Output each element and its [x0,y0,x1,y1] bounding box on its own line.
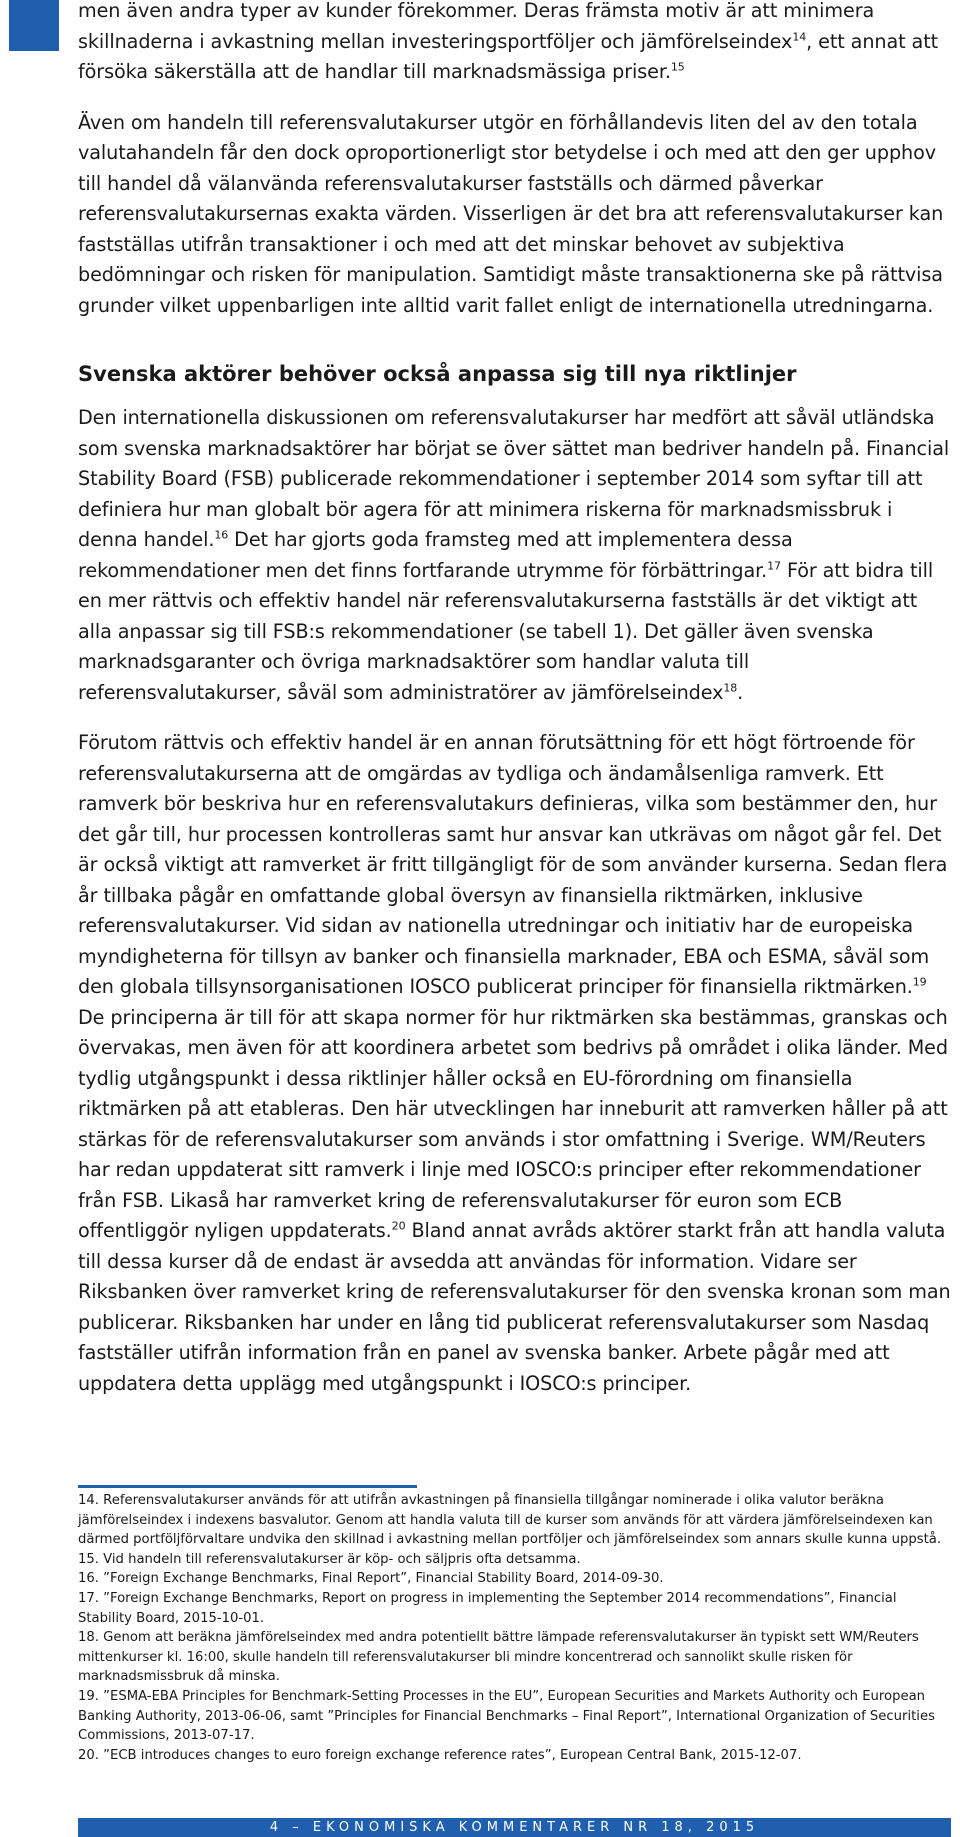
footnote-ref: 15 [670,60,685,74]
paragraph-4 [78,728,951,1399]
paragraph-text: De principerna är till för att skapa normer för hur riktmärken ska bestämmas, granskas och övervakas, men även för att koordinera arbetet som bedrivs på området i olika länder. Med tydlig utgångspunkt i dessa riktlinjer håller också en EU-förordning om finansiella riktmärken på att etableras. Den här utvecklingen har inneburit att ramverken håller på att stärkas för de referensvalutakurser som används i stor omfattning i Sverige. WM/Reuters har redan uppdaterat sitt ramverk i linje med IOSCO:s principer efter rekommendationer från FSB. Likaså har ramverket kring de referensvalutakurser för euron som ECB offentliggör nyligen uppdaterats. [78,1005,948,1242]
footnote-divider [78,1485,417,1488]
corner-tab-marker [9,0,59,51]
paragraph-3 [78,403,951,708]
footer-bar [78,1818,951,1837]
footnote-14: 14. Referensvalutakurser används för att utifrån avkastningen på finansiella tillgångar nominerade i olika valutor beräkna jämförelseindex i indexens basvalutor. Genom att handla valuta till de kurser som används för att värdera jämförelseindexen kan därmed portföljförvaltare undvika den skillnad i avkastning mellan portföljer och jämförelseindex som annars skulle kunna uppstå. [78,1493,942,1548]
paragraph-text: Förutom rättvis och effektiv handel är en annan förutsättning för ett högt förtroende för referensvalutakurserna att de omgärdas av tydliga och ändamålsenliga ramverk. Ett ramverk bör beskriva hur en referensvalutakurs definieras, vilka som bestämmer den, hur det går till, hur processen kontrolleras samt hur ansvar kan utkrävas om något går fel. Det är också viktigt att ramverket är fritt tillgängligt för de som använder kurserna. Sedan flera år tillbaka pågår en omfattande global översyn av finansiella riktmärken, inklusive referensvalutakurser. Vid sidan av nationella utredningar och initiativ har de europeiska myndigheterna för tillsyn av banker och finansiella marknader, EBA och ESMA, såväl som den globala tillsynsorganisationen IOSCO publicerat principer för finansiella riktmärken. [78,731,948,998]
paragraph-1 [78,0,951,88]
paragraph-text: . [737,680,744,704]
footnote-18: 18. Genom att beräkna jämförelseindex med andra potentiellt bättre lämpade referensvalutakurser än typiskt sett WM/Reuters mittenkurser kl. 16:00, skulle handeln till referensvalutakurser bli mindre koncentrerad och sannolikt skulle risken för marknadsmissbruk då minska. [78,1630,919,1685]
footnote-20: 20. ”ECB introduces changes to euro foreign exchange reference rates”, European Central Bank, 2015-12-07. [78,1747,802,1763]
paragraph-text: För att bidra till en mer rättvis och effektiv handel när referensvalutakurserna fastställs är det viktigt att alla anpassar sig till FSB:s rekommendationer (se tabell 1). Det gäller även svenska marknadsgaranter och övriga marknadsaktörer som handlar valuta till referensvalutakurser, såväl som administratörer av jämförelseindex [78,558,934,704]
footnotes [78,1491,951,1765]
footnote-ref: 20 [391,1219,406,1233]
paragraph-text: , ett annat att försöka säkerställa att de handlar till marknadsmässiga priser. [78,29,939,83]
footnote-17: 17. ”Foreign Exchange Benchmarks, Report on progress in implementing the September 2014 recommendations”, Financial Stability Board, 2015-10-01. [78,1590,897,1626]
footnote-ref: 16 [214,528,229,542]
paragraph-text: men även andra typer av kunder förekommer. Deras främsta motiv är att minimera skillnaderna i avkastning mellan investeringsportföljer och jämförelseindex [78,0,875,53]
section-heading: Svenska aktörer behöver också anpassa sig till nya riktlinjer [78,362,797,386]
footnote-19: 19. ”ESMA-EBA Principles for Benchmark-Setting Processes in the EU”, European Securities and Markets Authority och European Banking Authority, 2013-06-06, samt ”Principles for Financial Benchmarks – Final Report”, International Organization of Securities Commissions, 2013-07-17. [78,1688,935,1744]
paragraph-2: Även om handeln till referensvalutakurser utgör en förhållandevis liten del av den totala valutahandeln får den dock oproportionerligt stor betydelse i och med att den ger upphov till handel då välanvända referensvalutakurser fastställs och därmed påverkar referensvalutakursernas exakta värden. Visserligen är det bra att referensvalutakurser kan fastställas utifrån transaktioner i och med att det minskar behovet av subjektiva bedömningar och risken för manipulation. Samtidigt måste transaktionerna ske på rättvisa grunder vilket uppenbarligen inte alltid varit fallet enligt de internationella utredningarna. [78,110,944,317]
footnote-ref: 17 [767,559,781,573]
footnote-ref: 18 [723,681,738,695]
paragraph-text: Bland annat avråds aktörer starkt från att handla valuta till dessa kurser då de endast är avsedda att användas för information. Vidare ser Riksbanken över ramverket kring de referensvalutakurser för den svenska kronan som man publicerar. Riksbanken har under en lång tid publicerat referensvalutakurser som Nasdaq fastställer utifrån information från en panel av svenska banker. Arbete pågår med att uppdatera detta upplägg med utgångspunkt i IOSCO:s principer. [78,1219,951,1395]
article-body [78,0,951,1399]
footnote-15: 15. Vid handeln till referensvalutakurser är köp- och säljpris ofta detsamma. [78,1551,581,1567]
footnote-ref: 19 [912,975,927,989]
footnote-ref: 14 [792,30,807,44]
paragraph-text: Det har gjorts goda framsteg med att implementera dessa rekommendationer men det finns fortfarande utrymme för förbättringar. [78,528,793,582]
footnote-16: 16. ”Foreign Exchange Benchmarks, Final Report”, Financial Stability Board, 2014-09-30. [78,1571,664,1587]
footer-page-label: 4 – EKONOMISKA KOMMENTARER NR 18, 2015 [269,1820,760,1835]
paragraph-text: Den internationella diskussionen om referensvalutakurser har medfört att såväl utländska som svenska marknadsaktörer har börjat se över sättet man bedriver handeln på. Financial Stability Board (FSB) publicerade rekommendationer i september 2014 som syftar till att definiera hur man globalt bör agera för att minimera riskerna för marknadsmissbruk i denna handel. [78,406,950,551]
